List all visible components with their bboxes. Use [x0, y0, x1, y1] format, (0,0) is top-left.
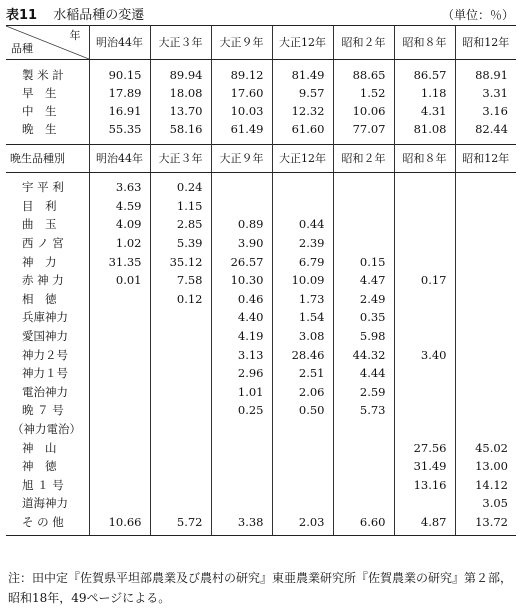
value-cell: 5.72 — [150, 513, 211, 536]
value-cell: 5.98 — [333, 327, 394, 346]
table-row — [6, 364, 516, 383]
value-cell — [394, 494, 455, 513]
value-cell: 58.16 — [150, 120, 211, 145]
variety-name: 兵庫神力 — [6, 308, 89, 327]
table-row — [6, 215, 516, 234]
table-row — [6, 271, 516, 290]
value-cell — [89, 457, 150, 476]
table-row — [6, 345, 516, 364]
value-cell: 0.50 — [272, 401, 333, 420]
value-cell: 2.96 — [211, 364, 272, 383]
value-cell — [394, 420, 455, 439]
value-cell: 0.15 — [333, 252, 394, 271]
value-cell — [455, 364, 516, 383]
value-cell — [333, 438, 394, 457]
value-cell — [150, 383, 211, 402]
value-cell — [455, 308, 516, 327]
value-cell: 0.25 — [211, 401, 272, 420]
table-row — [6, 308, 516, 327]
section-totals — [6, 60, 516, 145]
value-cell: 27.56 — [394, 438, 455, 457]
corner-cell — [6, 26, 89, 60]
value-cell — [333, 476, 394, 495]
table-row — [6, 327, 516, 346]
value-cell: 0.24 — [150, 173, 211, 197]
value-cell: 1.15 — [150, 197, 211, 216]
value-cell: 4.19 — [211, 327, 272, 346]
value-cell — [455, 420, 516, 439]
value-cell: 0.17 — [394, 271, 455, 290]
value-cell — [394, 364, 455, 383]
value-cell: 2.51 — [272, 364, 333, 383]
value-cell: 13.72 — [455, 513, 516, 536]
table-row — [6, 401, 516, 420]
value-cell — [89, 290, 150, 309]
value-cell — [455, 252, 516, 271]
variety-table — [6, 25, 516, 536]
value-cell — [150, 327, 211, 346]
value-cell: 14.12 — [455, 476, 516, 495]
table-row — [6, 494, 516, 513]
variety-name: そ の 他 — [6, 513, 89, 536]
variety-name: 早 生 — [6, 84, 89, 102]
value-cell: 28.46 — [272, 345, 333, 364]
variety-name: 中 生 — [6, 102, 89, 120]
value-cell — [394, 401, 455, 420]
value-cell — [89, 476, 150, 495]
value-cell: 26.57 — [211, 252, 272, 271]
value-cell — [89, 383, 150, 402]
variety-name: 電治神力 — [6, 383, 89, 402]
value-cell — [394, 215, 455, 234]
value-cell: 18.08 — [150, 84, 211, 102]
value-cell: 88.65 — [333, 60, 394, 85]
value-cell: 44.32 — [333, 345, 394, 364]
year-header: 大正９年 — [211, 26, 272, 60]
value-cell: 10.09 — [272, 271, 333, 290]
value-cell: 1.01 — [211, 383, 272, 402]
value-cell: 3.05 — [455, 494, 516, 513]
value-cell: 3.31 — [455, 84, 516, 102]
value-cell — [394, 252, 455, 271]
table-row — [6, 438, 516, 457]
value-cell: 3.63 — [89, 173, 150, 197]
value-cell: 61.49 — [211, 120, 272, 145]
value-cell — [455, 173, 516, 197]
value-cell: 17.89 — [89, 84, 150, 102]
table-row — [6, 197, 516, 216]
value-cell: 82.44 — [455, 120, 516, 145]
value-cell: 6.60 — [333, 513, 394, 536]
value-cell — [211, 457, 272, 476]
value-cell — [394, 290, 455, 309]
value-cell: 0.46 — [211, 290, 272, 309]
value-cell — [455, 234, 516, 253]
value-cell: 2.03 — [272, 513, 333, 536]
value-cell: 2.59 — [333, 383, 394, 402]
value-cell — [455, 345, 516, 364]
table-row — [6, 173, 516, 197]
table-row — [6, 84, 516, 102]
value-cell: 81.08 — [394, 120, 455, 145]
value-cell: 3.38 — [211, 513, 272, 536]
value-cell — [455, 271, 516, 290]
variety-name: 晩 ７ 号 — [6, 401, 89, 420]
value-cell — [150, 438, 211, 457]
section2-label: 晩生品種別 — [6, 145, 89, 173]
value-cell — [272, 197, 333, 216]
year-header: 大正12年 — [272, 26, 333, 60]
variety-name: 曲 玉 — [6, 215, 89, 234]
value-cell: 4.09 — [89, 215, 150, 234]
value-cell: 45.02 — [455, 438, 516, 457]
value-cell: 4.47 — [333, 271, 394, 290]
value-cell — [272, 476, 333, 495]
source-note: 注：田中定『佐賀県平坦部農業及び農村の研究』東亜農業研究所『佐賀農業の研究』第２部，昭和18年，49ページによる。 — [8, 571, 513, 605]
value-cell — [150, 364, 211, 383]
value-cell — [455, 215, 516, 234]
variety-name: 神 山 — [6, 438, 89, 457]
value-cell: 1.52 — [333, 84, 394, 102]
value-cell: 0.12 — [150, 290, 211, 309]
year-header: 明治44年 — [89, 26, 150, 60]
value-cell: 16.91 — [89, 102, 150, 120]
value-cell: 4.31 — [394, 102, 455, 120]
value-cell: 4.87 — [394, 513, 455, 536]
value-cell — [333, 215, 394, 234]
value-cell: 0.44 — [272, 215, 333, 234]
value-cell — [394, 327, 455, 346]
value-cell: 3.16 — [455, 102, 516, 120]
value-cell — [150, 494, 211, 513]
value-cell: 0.01 — [89, 271, 150, 290]
variety-name: 西 ノ 宮 — [6, 234, 89, 253]
year-header: 昭和12年 — [455, 145, 516, 173]
value-cell: 10.66 — [89, 513, 150, 536]
table-title — [6, 4, 144, 23]
value-cell: 7.58 — [150, 271, 211, 290]
table-row — [6, 383, 516, 402]
value-cell: 10.06 — [333, 102, 394, 120]
table-row — [6, 420, 516, 439]
value-cell — [394, 197, 455, 216]
value-cell — [150, 401, 211, 420]
value-cell — [455, 197, 516, 216]
value-cell — [89, 345, 150, 364]
variety-name: 神力２号 — [6, 345, 89, 364]
value-cell — [272, 420, 333, 439]
variety-name: 愛国神力 — [6, 327, 89, 346]
value-cell — [89, 420, 150, 439]
table-row — [6, 252, 516, 271]
table-row — [6, 290, 516, 309]
value-cell — [150, 420, 211, 439]
value-cell — [394, 383, 455, 402]
value-cell — [211, 197, 272, 216]
value-cell — [150, 457, 211, 476]
value-cell: 13.16 — [394, 476, 455, 495]
variety-name: 目 利 — [6, 197, 89, 216]
value-cell — [211, 420, 272, 439]
value-cell — [150, 308, 211, 327]
value-cell — [150, 476, 211, 495]
variety-name: 神力１号 — [6, 364, 89, 383]
variety-name: 製 米 計 — [6, 60, 89, 85]
value-cell — [333, 420, 394, 439]
value-cell — [455, 401, 516, 420]
table-title-text: 水稲品種の変遷 — [53, 8, 145, 23]
year-header: 昭和２年 — [333, 26, 394, 60]
section2-header-row — [6, 145, 516, 173]
value-cell: 5.39 — [150, 234, 211, 253]
value-cell: 0.89 — [211, 215, 272, 234]
value-cell: 77.07 — [333, 120, 394, 145]
variety-name: 神 力 — [6, 252, 89, 271]
value-cell — [89, 438, 150, 457]
value-cell: 1.73 — [272, 290, 333, 309]
value-cell — [211, 494, 272, 513]
value-cell: 89.12 — [211, 60, 272, 85]
value-cell — [89, 364, 150, 383]
variety-name: 赤 神 力 — [6, 271, 89, 290]
value-cell — [211, 476, 272, 495]
value-cell — [89, 401, 150, 420]
year-header: 昭和８年 — [394, 26, 455, 60]
value-cell — [272, 438, 333, 457]
year-header: 大正12年 — [272, 145, 333, 173]
value-cell: 3.13 — [211, 345, 272, 364]
value-cell: 88.91 — [455, 60, 516, 85]
value-cell: 2.49 — [333, 290, 394, 309]
value-cell: 10.03 — [211, 102, 272, 120]
table-row — [6, 234, 516, 253]
value-cell: 9.57 — [272, 84, 333, 102]
year-header: 昭和12年 — [455, 26, 516, 60]
value-cell — [333, 234, 394, 253]
value-cell: 1.54 — [272, 308, 333, 327]
year-header: 昭和２年 — [333, 145, 394, 173]
section-late-header — [6, 145, 516, 173]
value-cell — [455, 327, 516, 346]
table-row — [6, 513, 516, 536]
value-cell: 0.35 — [333, 308, 394, 327]
variety-name: （神力電治） — [6, 420, 89, 439]
value-cell — [394, 173, 455, 197]
value-cell: 2.39 — [272, 234, 333, 253]
table-row — [6, 102, 516, 120]
value-cell — [333, 173, 394, 197]
corner-year-label: 年 — [69, 29, 81, 42]
value-cell: 3.40 — [394, 345, 455, 364]
value-cell: 35.12 — [150, 252, 211, 271]
value-cell — [272, 173, 333, 197]
value-cell — [89, 327, 150, 346]
year-header: 大正３年 — [150, 26, 211, 60]
variety-name: 神 徳 — [6, 457, 89, 476]
value-cell — [272, 457, 333, 476]
value-cell: 31.49 — [394, 457, 455, 476]
value-cell — [394, 234, 455, 253]
value-cell — [150, 345, 211, 364]
variety-name: 相 徳 — [6, 290, 89, 309]
year-header: 明治44年 — [89, 145, 150, 173]
value-cell: 1.18 — [394, 84, 455, 102]
value-cell: 13.70 — [150, 102, 211, 120]
value-cell — [333, 457, 394, 476]
value-cell: 55.35 — [89, 120, 150, 145]
value-cell: 89.94 — [150, 60, 211, 85]
value-cell: 12.32 — [272, 102, 333, 120]
value-cell — [89, 494, 150, 513]
value-cell — [333, 197, 394, 216]
value-cell: 86.57 — [394, 60, 455, 85]
header-row — [6, 26, 516, 60]
value-cell — [455, 383, 516, 402]
value-cell: 3.08 — [272, 327, 333, 346]
value-cell: 10.30 — [211, 271, 272, 290]
value-cell — [394, 308, 455, 327]
value-cell: 61.60 — [272, 120, 333, 145]
value-cell: 13.00 — [455, 457, 516, 476]
value-cell: 90.15 — [89, 60, 150, 85]
table-row — [6, 120, 516, 145]
variety-name: 晩 生 — [6, 120, 89, 145]
value-cell — [211, 438, 272, 457]
value-cell — [89, 308, 150, 327]
value-cell — [211, 173, 272, 197]
value-cell — [455, 290, 516, 309]
variety-name: 旭 １ 号 — [6, 476, 89, 495]
value-cell: 4.44 — [333, 364, 394, 383]
year-header: 昭和８年 — [394, 145, 455, 173]
value-cell: 2.06 — [272, 383, 333, 402]
variety-name: 道海神力 — [6, 494, 89, 513]
unit-label: （単位：％） — [441, 8, 514, 22]
corner-variety-label: 品種 — [11, 42, 33, 55]
year-header: 大正９年 — [211, 145, 272, 173]
value-cell: 31.35 — [89, 252, 150, 271]
table-row — [6, 60, 516, 85]
value-cell: 81.49 — [272, 60, 333, 85]
value-cell: 3.90 — [211, 234, 272, 253]
variety-name: 宇 平 利 — [6, 173, 89, 197]
value-cell: 4.59 — [89, 197, 150, 216]
value-cell: 2.85 — [150, 215, 211, 234]
year-header: 大正３年 — [150, 145, 211, 173]
table-row — [6, 457, 516, 476]
value-cell: 6.79 — [272, 252, 333, 271]
value-cell: 17.60 — [211, 84, 272, 102]
table-number: 表11 — [6, 8, 38, 23]
value-cell — [272, 494, 333, 513]
table-row — [6, 476, 516, 495]
value-cell: 5.73 — [333, 401, 394, 420]
value-cell — [333, 494, 394, 513]
value-cell: 4.40 — [211, 308, 272, 327]
value-cell: 1.02 — [89, 234, 150, 253]
section-late-varieties — [6, 173, 516, 536]
